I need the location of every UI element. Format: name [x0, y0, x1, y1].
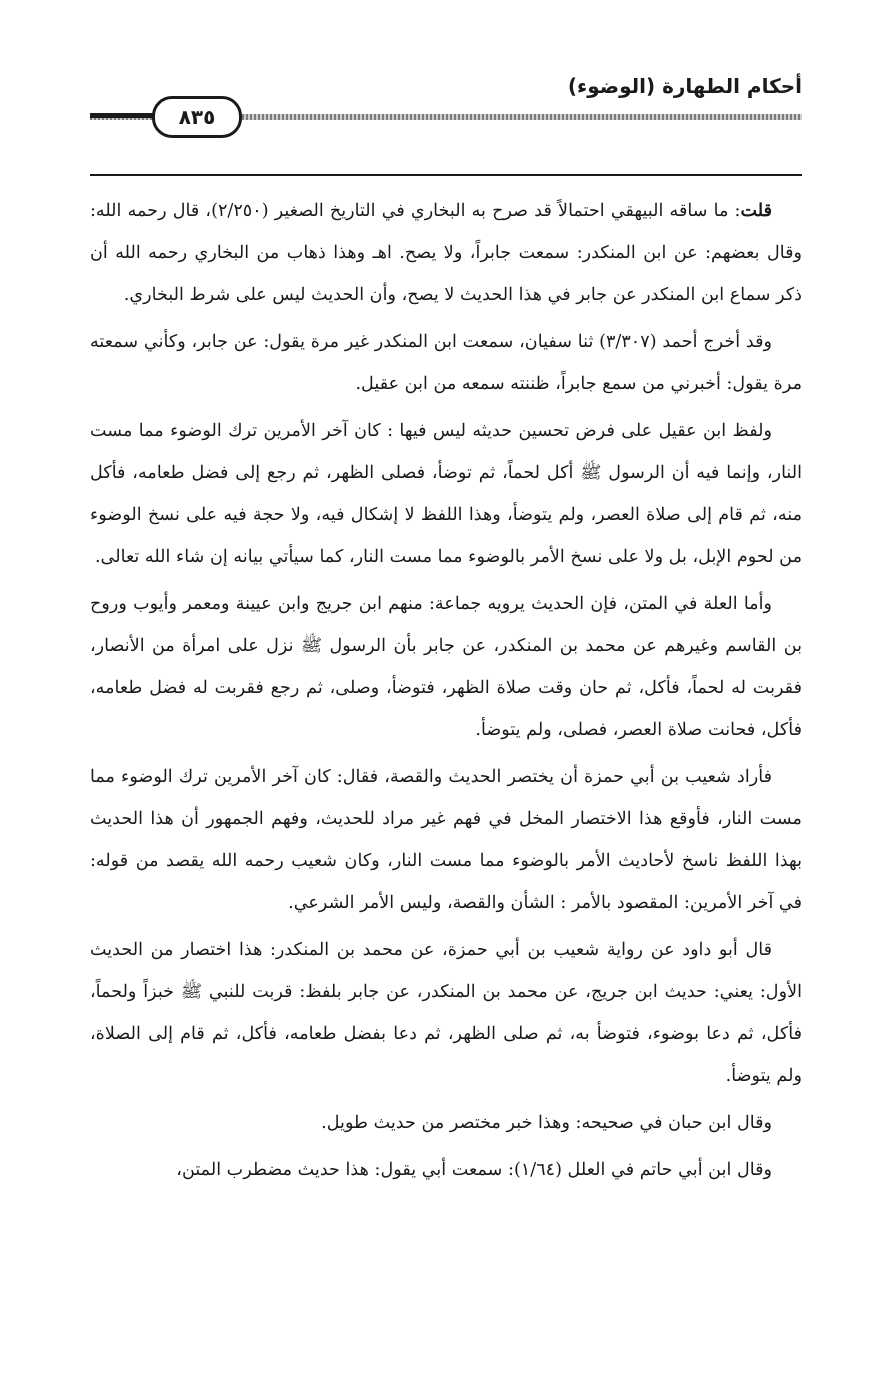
page-number: ٨٣٥ [152, 96, 242, 138]
book-title: أحكام الطهارة (الوضوء) [567, 74, 802, 98]
paragraph: وقد أخرج أحمد (٣/٣٠٧) ثنا سفيان، سمعت ابن المنكدر غير مرة يقول: عن جابر، وكأني سمعته مرة يقول: أخبرني من سمع جابراً، ظننته سمعه من ابن عقيل. [90, 332, 802, 394]
paragraph-lead: قلت [740, 200, 772, 221]
divider-line [90, 174, 802, 176]
paragraph: قال أبو داود عن رواية شعيب بن أبي حمزة، عن محمد بن المنكدر: هذا اختصار من الحديث الأول: يعني: حديث ابن جريج، عن محمد بن المنكدر، عن جابر بلفظ: قربت للنبي ﷺ خبزاً ولحماً، فأكل، ثم دعا بوضوء، فتوضأ به، ثم صلى الظهر، ثم دعا بفضل طعامه، فأكل، ثم قام إلى الصلاة، ولم يتوضأ. [90, 940, 802, 1086]
header-rule-accent [90, 113, 160, 118]
paragraph: وقال ابن أبي حاتم في العلل (١/٦٤): سمعت أبي يقول: هذا حديث مضطرب المتن، [176, 1160, 772, 1180]
paragraph [90, 190, 802, 316]
paragraph: فأراد شعيب بن أبي حمزة أن يختصر الحديث والقصة، فقال: كان آخر الأمرين ترك الوضوء مما مست النار، فأوقع هذا الاختصار المخل في فهم غير مراد للحديث، وفهم الجمهور أن هذا الحديث بهذا اللفظ ناسخ لأحاديث الأمر بالوضوء مما مست النار، وكان شعيب رحمه الله يقصد من قوله: في آخر الأمرين: المقصود بالأمر : الشأن والقصة، وليس الأمر الشرعي. [90, 767, 802, 913]
paragraph: ولفظ ابن عقيل على فرض تحسين حديثه ليس فيها : كان آخر الأمرين ترك الوضوء مما مست النار، وإنما فيه أن الرسول ﷺ أكل لحماً، ثم توضأ، فصلى الظهر، ثم رجع إلى فضل طعامه، فأكل منه، ثم قام إلى صلاة العصر، ولم يتوضأ، وهذا اللفظ لا إشكال فيه، ولا حجة فيه على نسخ الوضوء من لحوم الإبل، بل ولا على نسخ الأمر بالوضوء مما مست النار، كما سيأتي بيانه إن شاء الله تعالى. [90, 421, 802, 567]
page-body [90, 190, 802, 1196]
page-header [90, 70, 802, 130]
paragraph: وأما العلة في المتن، فإن الحديث يرويه جماعة: منهم ابن جريج وابن عيينة ومعمر وأيوب وروح بن القاسم وغيرهم عن محمد بن المنكدر، عن جابر بأن الرسول ﷺ نزل على امرأة من الأنصار، فقربت له لحماً، فأكل، ثم حان وقت صلاة الظهر، فتوضأ، وصلى، ثم رجع فقربت له فضل طعامه، فأكل، فحانت صلاة العصر، فصلى، ولم يتوضأ. [90, 594, 802, 740]
paragraph: وقال ابن حبان في صحيحه: وهذا خبر مختصر من حديث طويل. [321, 1113, 772, 1133]
paragraph-text: : ما ساقه البيهقي احتمالاً قد صرح به البخاري في التاريخ الصغير (٢/٢٥٠)، قال رحمه الله: وقال بعضهم: عن ابن المنكدر: سمعت جابراً، ولا يصح. اهـ وهذا ذهاب من البخاري رحمه الله أن ذكر سماع ابن المنكدر عن جابر في هذا الحديث لا يصح، وأن الحديث ليس على شرط البخاري. [90, 201, 802, 305]
